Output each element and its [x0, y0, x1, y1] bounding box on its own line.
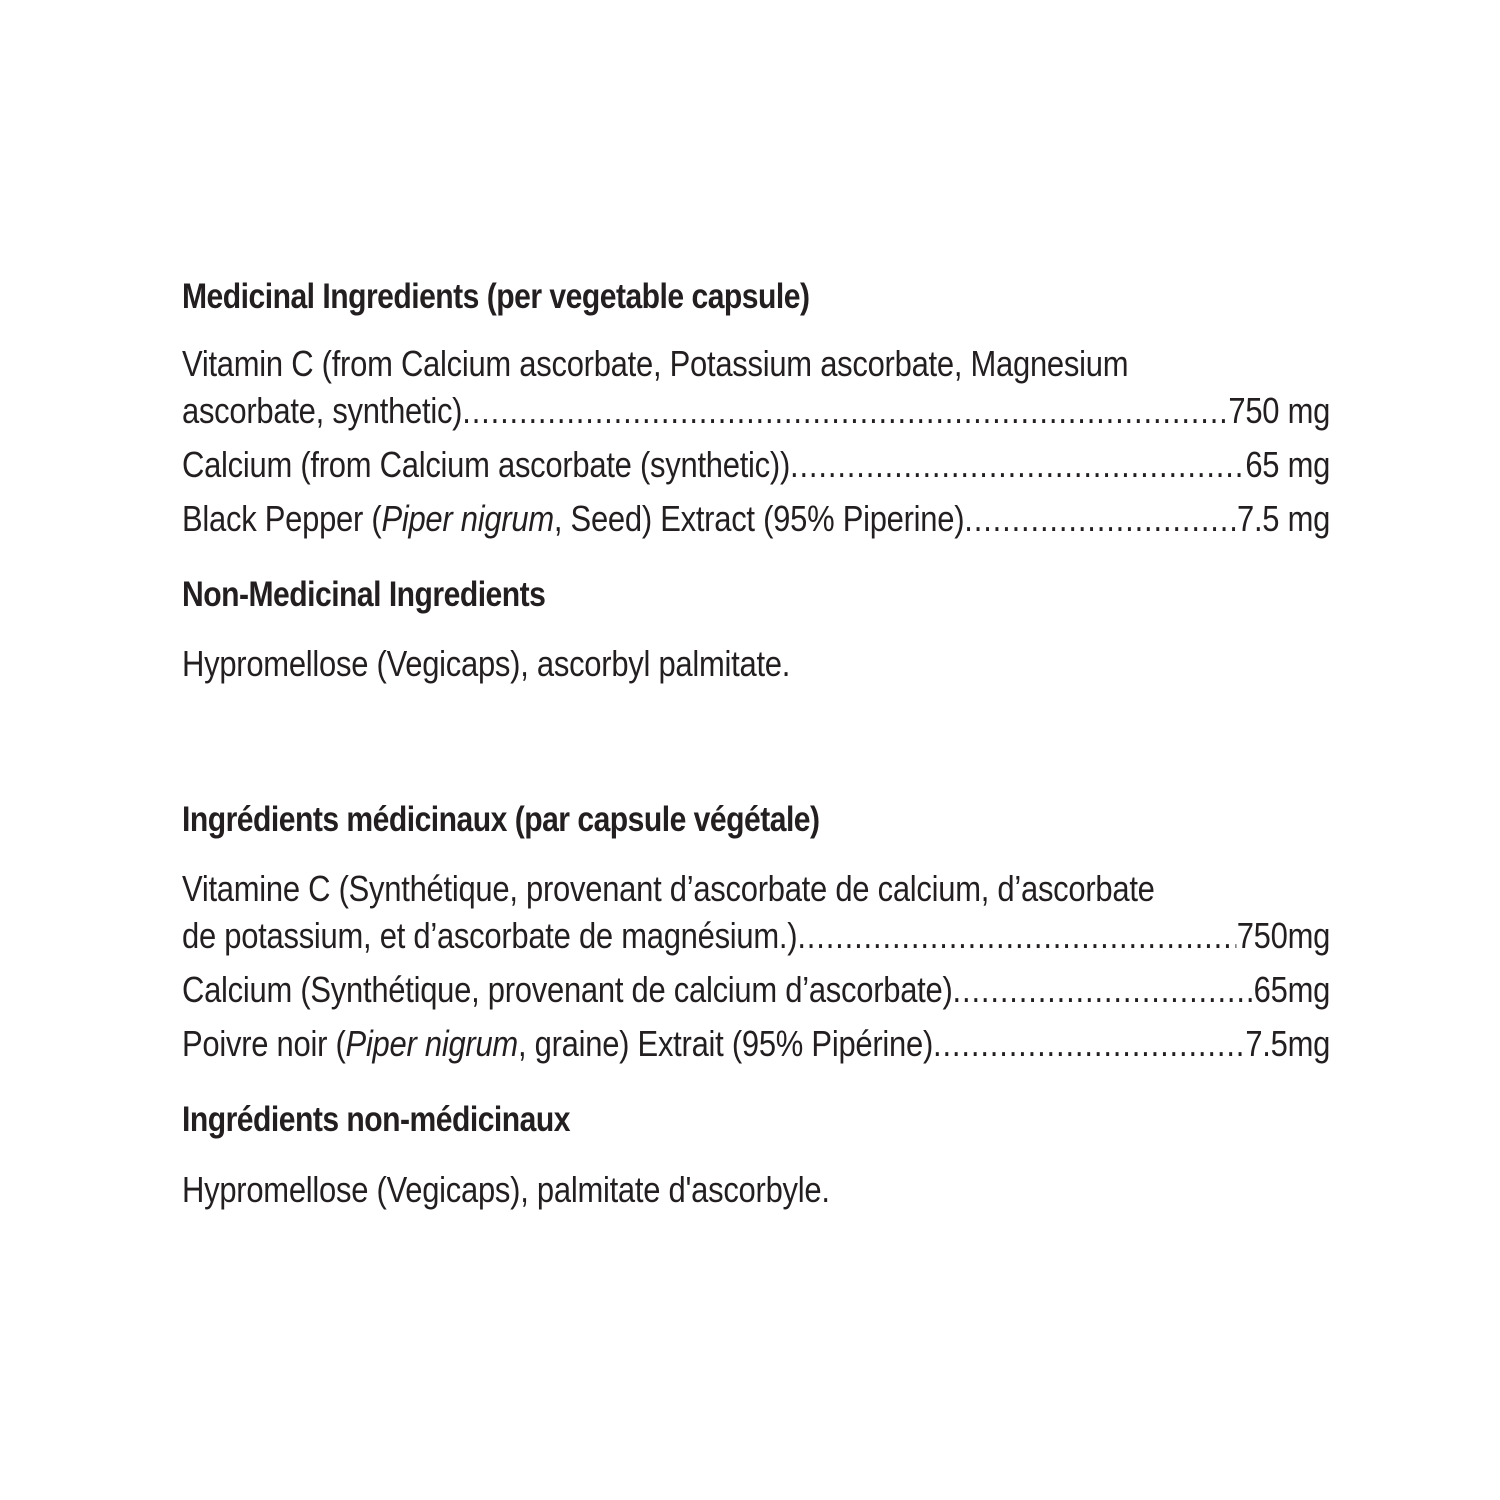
- english-black-pepper-lead-pre: Black Pepper (: [182, 498, 382, 539]
- french-medicinal-list: [182, 865, 1330, 1067]
- english-black-pepper-lead-post: , Seed) Extract (95% Piperine): [553, 498, 965, 539]
- leader-dots: [797, 912, 1236, 959]
- english-medicinal-heading: Medicinal Ingredients (per vegetable capsule): [182, 277, 810, 316]
- french-vitamin-c-lead: de potassium, et d’ascorbate de magnésium.): [182, 915, 798, 956]
- leader-dots: [964, 495, 1237, 542]
- french-black-pepper-latin-name: Piper nigrum: [345, 1023, 518, 1064]
- english-black-pepper-amount: 7.5 mg: [1236, 498, 1331, 539]
- french-vitamin-c-row: [182, 912, 1330, 959]
- french-nonmedicinal-text: Hypromellose (Vegicaps), palmitate d'ascorbyle.: [182, 1169, 830, 1210]
- english-black-pepper-row: [182, 495, 1330, 542]
- english-calcium-lead: Calcium (from Calcium ascorbate (synthetic)): [182, 444, 791, 485]
- french-nonmedicinal-heading: Ingrédients non-médicinaux: [182, 1100, 570, 1139]
- english-nonmedicinal-heading: Non-Medicinal Ingredients: [182, 575, 546, 614]
- french-black-pepper-row: [182, 1020, 1330, 1067]
- english-nonmedicinal-block: [182, 640, 1330, 687]
- french-medicinal-heading-block: [182, 800, 1330, 840]
- french-nonmedicinal-block: [182, 1166, 1330, 1213]
- french-black-pepper-lead-post: , graine) Extrait (95% Pipérine): [517, 1023, 934, 1064]
- english-calcium-row: [182, 441, 1330, 488]
- french-black-pepper-amount: 7.5mg: [1245, 1023, 1331, 1064]
- french-nonmedicinal-heading-block: [182, 1100, 1330, 1140]
- french-black-pepper-lead-pre: Poivre noir (: [182, 1023, 346, 1064]
- french-calcium-amount: 65mg: [1253, 969, 1331, 1010]
- english-calcium-amount: 65 mg: [1245, 444, 1331, 485]
- english-black-pepper-latin-name: Piper nigrum: [381, 498, 554, 539]
- french-black-pepper-lead: [182, 1020, 933, 1067]
- french-medicinal-heading: Ingrédients médicinaux (par capsule végétale): [182, 800, 820, 839]
- french-vitamin-c-line1: Vitamine C (Synthétique, provenant d’ascorbate de calcium, d’ascorbate: [182, 868, 1155, 909]
- english-nonmedicinal-text: Hypromellose (Vegicaps), ascorbyl palmitate.: [182, 643, 791, 684]
- french-vitamin-c-amount: 750mg: [1236, 915, 1331, 956]
- leader-dots: [790, 441, 1245, 488]
- english-vitamin-c-line1: Vitamin C (from Calcium ascorbate, Potassium ascorbate, Magnesium: [182, 343, 1129, 384]
- english-vitamin-c-amount: 750 mg: [1228, 390, 1331, 431]
- english-black-pepper-lead: [182, 495, 964, 542]
- english-medicinal-heading-block: [182, 277, 1330, 317]
- leader-dots: [933, 1020, 1245, 1067]
- english-vitamin-c-lead: ascorbate, synthetic): [182, 390, 463, 431]
- french-calcium-row: [182, 966, 1330, 1013]
- english-medicinal-list: [182, 340, 1330, 542]
- leader-dots: [462, 387, 1228, 434]
- english-nonmedicinal-heading-block: [182, 575, 1330, 615]
- leader-dots: [953, 966, 1254, 1013]
- english-vitamin-c-row: [182, 387, 1330, 434]
- french-calcium-lead: Calcium (Synthétique, provenant de calcium d’ascorbate): [182, 969, 953, 1010]
